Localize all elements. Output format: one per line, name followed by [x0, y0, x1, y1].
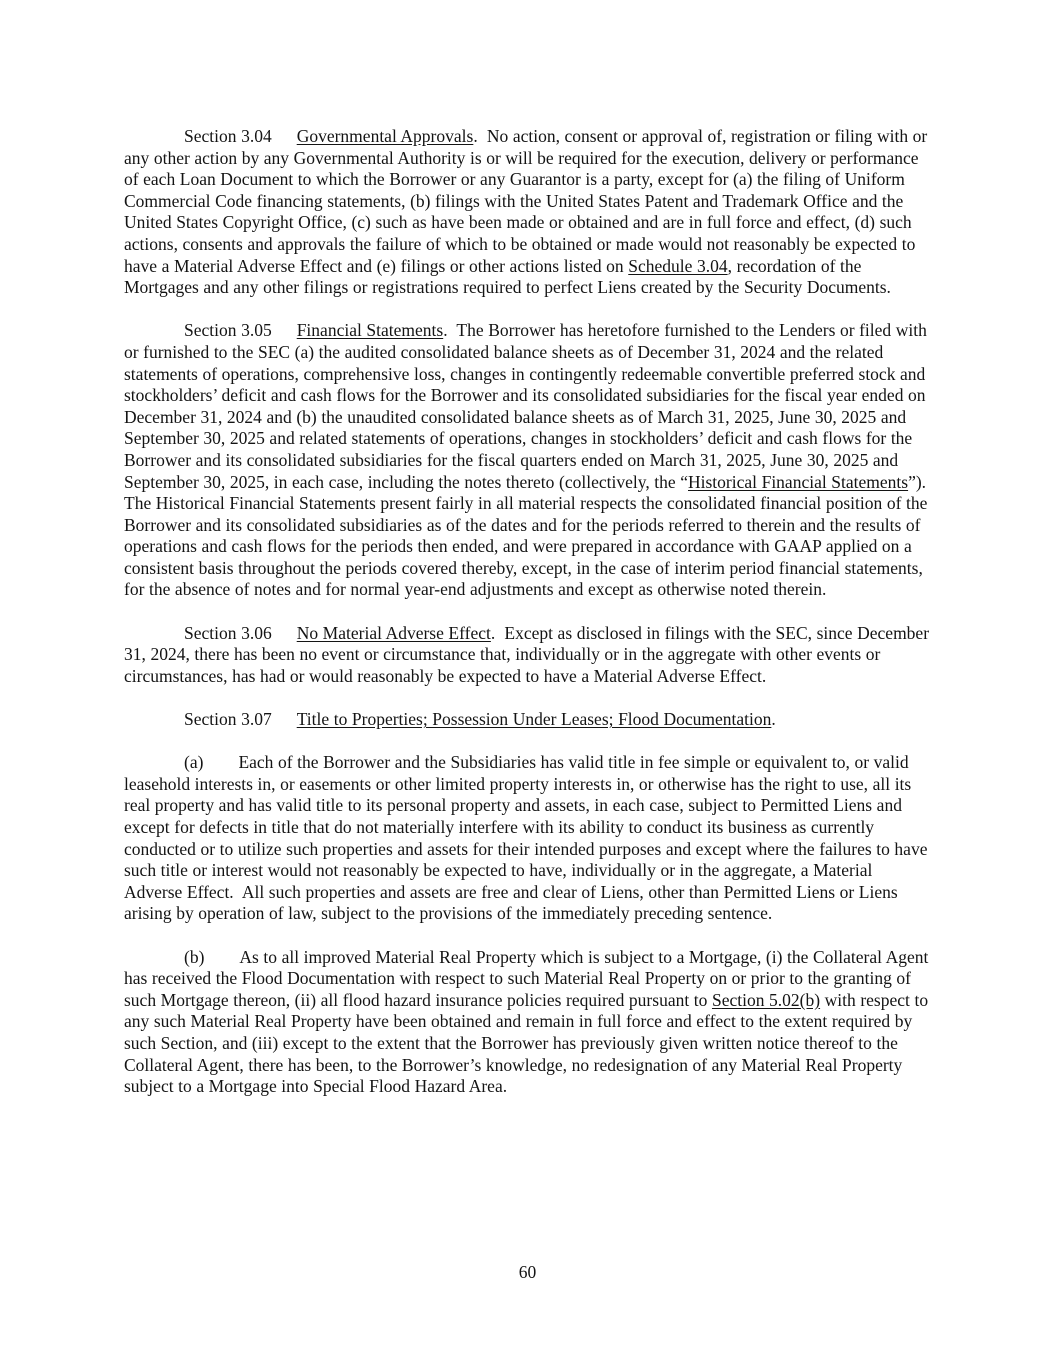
paragraph-section-3-07: [124, 709, 932, 731]
page-footer: [0, 1262, 1055, 1284]
paragraph-section-3-07-b: [124, 947, 932, 1098]
text-run: As to all improved Material Real Property which is subject to a Mortgage, (i) the Collateral Agent has received the Flood Documentation with respect to such Material Real Property on or prior to the granting of such Mortgage thereon, (ii) all flood hazard insurance policies required pursuant to: [124, 946, 929, 1010]
tab-space: [272, 141, 297, 142]
paragraph-section-3-05: [124, 320, 932, 601]
text-run: Section 3.04: [184, 126, 272, 146]
paragraph-section-3-07-a: [124, 752, 932, 925]
section-3-04-heading: Governmental Approvals: [296, 126, 474, 146]
section-3-07-heading: Title to Properties; Possession Under Leases; Flood Documentation: [296, 709, 772, 730]
document-body: [124, 126, 932, 1119]
tab-space: [203, 767, 238, 768]
text-run: . The Borrower has heretofore furnished to the Lenders or filed with or furnished to the SEC (a) the audited consolidated balance sheets as of December 31, 2024 and the related statements of operations, comprehensive loss, changes in contingently redeemable convertible preferred stock and stockholders’ deficit and cash flows for the Borrower and its consolidated subsidiaries for the fiscal year ended on December 31, 2024 and (b) the unaudited consolidated balance sheets as of March 31, 2025, June 30, 2025 and September 30, 2025 and related statements of operations, changes in stockholders’ deficit and cash flows for the Borrower and its consolidated subsidiaries for the fiscal quarters ended on March 31, 2025, June 30, 2025 and September 30, 2025, in each case, including the notes thereto (collectively, the “: [124, 320, 927, 492]
tab-space: [272, 335, 297, 336]
text-run: . No action, consent or approval of, registration or filing with or any other action by any Governmental Authority is or will be required for the execution, delivery or performance of each Loan Document to which the Borrower or any Guarantor is a party, except for (a) the filing of Uniform Commercial Code financing statements, (b) filings with the United States Patent and Trademark Office and the United States Copyright Office, (c) such as have been made or obtained and are in full force and effect, (d) such actions, consents and approvals the failure of which to be obtained or made would not reasonably be expected to have a Material Adverse Effect and (e) filings or other actions listed on: [124, 126, 928, 276]
historical-financial-statements-term: Historical Financial Statements: [688, 471, 909, 492]
text-run: Section 3.05: [184, 320, 272, 341]
section-3-05-heading: Financial Statements: [296, 320, 444, 341]
text-run: Section 3.06: [184, 622, 272, 643]
text-run: with respect to any such Material Real Property have been obtained and remain in full force and effect to the extent required by such Section, and (iii) except to the extent that the Borrower has previously given written notice thereof to the Collateral Agent, there has been, to the Borrower’s knowledge, no redesignation of any Material Real Property subject to a Mortgage into Special Flood Hazard Area.: [124, 989, 929, 1097]
tab-space: [204, 962, 239, 963]
schedule-3-04-reference: Schedule 3.04: [628, 255, 728, 276]
text-run: (a): [184, 752, 204, 773]
text-run: . Except as disclosed in filings with the SEC, since December 31, 2024, there has been no event or circumstance that, individually or in the aggregate with other events or circumstances, has had or would reasonably be expected to have a Material Adverse Effect.: [124, 622, 930, 686]
text-run: (b): [184, 946, 205, 967]
paragraph-section-3-04: [124, 126, 932, 299]
text-run: ”). The Historical Financial Statements present fairly in all material respects the consolidated financial position of the Borrower and its consolidated subsidiaries as of the dates and for the periods referred to therein and the results of operations and cash flows for the periods then ended, and were prepared in accordance with GAAP applied on a consistent basis throughout the periods covered thereby, except, in the case of interim period financial statements, for the absence of notes and for normal year-end adjustments and except as otherwise noted therein.: [124, 471, 928, 600]
tab-space: [272, 638, 297, 639]
text-run: Each of the Borrower and the Subsidiaries has valid title in fee simple or equivalent to, or valid leasehold interests in, or easements or other limited property interests in, or otherwise has the right to use, all its real property and has valid title to its personal property and assets, in each case, subject to Permitted Liens and except for defects in title that do not materially interfere with its ability to conduct its business as currently conducted or to utilize such properties and assets for their intended purposes and except where the failures to have such title or interest would not reasonably be expected to have, individually or in the aggregate, a Material Adverse Effect. All such properties and assets are free and clear of Liens, other than Permitted Liens or Liens arising by operation of law, subject to the provisions of the immediately preceding sentence.: [124, 752, 928, 924]
paragraph-section-3-06: [124, 623, 932, 688]
text-run: .: [771, 709, 776, 730]
section-5-02-b-reference: Section 5.02(b): [711, 989, 821, 1010]
page-number: 60: [518, 1262, 537, 1282]
text-run: Section 3.07: [184, 709, 272, 730]
section-3-06-heading: No Material Adverse Effect: [296, 622, 491, 643]
tab-space: [272, 724, 297, 725]
text-run: , recordation of the Mortgages and any other filings or registrations required to perfect Liens created by the Security Documents.: [124, 255, 891, 298]
